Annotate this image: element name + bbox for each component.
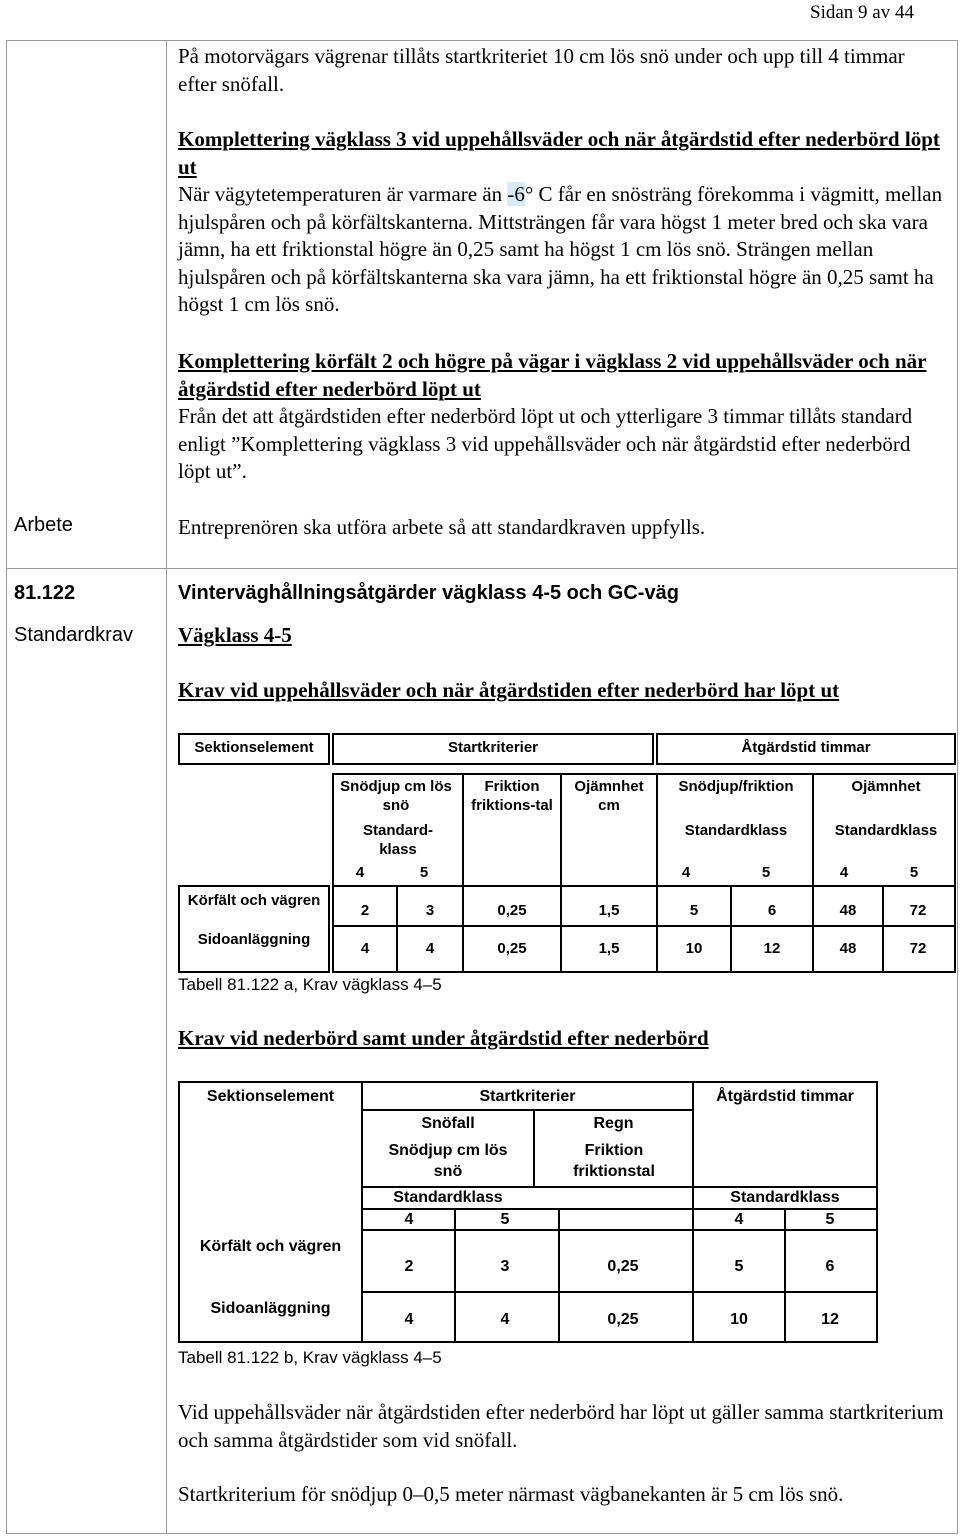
table-a-header-atgard: Åtgärdstid timmar xyxy=(741,739,871,756)
table-a-class: 4 xyxy=(839,864,849,881)
table-a-class: 4 xyxy=(681,864,691,881)
table-a-cell: 10 xyxy=(685,940,703,957)
table-b-cell: 0,25 xyxy=(607,1258,639,1275)
table-b-cell: 4 xyxy=(500,1311,510,1328)
table-b-snofall: Snöfall xyxy=(421,1115,475,1132)
table-a-cell: 72 xyxy=(909,902,927,919)
vagklass-subtitle: Vägklass 4-5 xyxy=(178,623,292,647)
table-a-row-label-1: Körfält och vägren xyxy=(187,892,321,909)
supplement-vk2 xyxy=(178,348,948,486)
table-a-cell: 4 xyxy=(425,940,435,957)
footer-paragraph-2: Startkriterium för snödjup 0–0,5 meter närmast vägbanekanten är 5 cm lös snö. xyxy=(178,1482,844,1506)
table-b-header-atgard: Åtgärdstid timmar xyxy=(716,1088,854,1105)
table-a-cell: 0,25 xyxy=(497,902,527,919)
table-b-standardklass-1: Standardklass xyxy=(393,1189,503,1206)
table-b-class: 5 xyxy=(825,1211,835,1228)
table-a-cell: 48 xyxy=(839,940,857,957)
table-a-cell: 6 xyxy=(767,902,777,919)
table-a xyxy=(178,733,956,973)
temperature-value: -6 xyxy=(507,182,525,206)
table-a-cell: 5 xyxy=(689,902,699,919)
supplement-vk3 xyxy=(178,126,948,319)
table-b-cell: 0,25 xyxy=(607,1311,639,1328)
table-b-cell: 4 xyxy=(404,1311,414,1328)
table-b-heading: Krav vid nederbörd samt under åtgärdstid efter nederbörd xyxy=(178,1026,709,1050)
table-a-standardklass-2: Standardklass xyxy=(834,822,938,839)
table-a-class: 5 xyxy=(761,864,771,881)
table-a-standardklass-start: Standard-klass xyxy=(362,822,433,858)
table-a-class: 5 xyxy=(419,864,429,881)
table-a-caption: Tabell 81.122 a, Krav vägklass 4–5 xyxy=(178,975,442,994)
table-a-standardklass-1: Standardklass xyxy=(684,822,788,839)
supplement-vk3-heading: Komplettering vägklass 3 vid uppehållsväder och när åtgärdstid efter nederbörd löpt ut xyxy=(178,127,940,179)
table-a-cell: 48 xyxy=(839,902,857,919)
table-a-ojamnhet-cm: Ojämnhet cm xyxy=(574,778,644,814)
table-b-class: 4 xyxy=(404,1211,414,1228)
table-a-friktion: Friktion friktions-tal xyxy=(471,778,553,814)
table-b-cell: 3 xyxy=(500,1258,510,1275)
column-divider xyxy=(166,40,167,1534)
table-b-cell: 5 xyxy=(734,1258,744,1275)
table-b-snodjup: Snödjup cm lös snö xyxy=(388,1142,508,1180)
motorway-paragraph: På motorvägars vägrenar tillåts startkriteriet 10 cm lös snö under och upp till 4 timmar efter snöfall. xyxy=(178,44,905,96)
table-b-header-sektion: Sektionselement xyxy=(206,1088,335,1105)
footer-paragraph-1: Vid uppehållsväder när åtgärdstiden efter nederbörd har löpt ut gäller samma startkriterium och samma åtgärdstider som vid snöfall. xyxy=(178,1400,944,1452)
table-b-cell: 12 xyxy=(821,1311,839,1328)
table-a-cell: 1,5 xyxy=(598,902,620,919)
table-a-cell: 2 xyxy=(360,902,370,919)
arbete-label: Arbete xyxy=(14,514,73,536)
section-title: Vinterväghållningsåtgärder vägklass 4-5 och GC-väg xyxy=(178,582,679,604)
table-a-cell: 72 xyxy=(909,940,927,957)
table-a-cell: 12 xyxy=(763,940,781,957)
table-a-data-box xyxy=(332,885,956,973)
table-a-cell: 0,25 xyxy=(497,940,527,957)
standardkrav-label: Standardkrav xyxy=(14,624,133,646)
table-b-friktion: Friktion friktionstal xyxy=(573,1142,655,1180)
table-b-standardklass-2: Standardklass xyxy=(730,1189,840,1206)
table-a-snodjup: Snödjup cm lös snö xyxy=(340,778,452,814)
table-a-cell: 4 xyxy=(360,940,370,957)
table-b-caption: Tabell 81.122 b, Krav vägklass 4–5 xyxy=(178,1348,442,1367)
table-a-snodjup-friktion: Snödjup/friktion xyxy=(678,778,794,795)
table-a-class: 5 xyxy=(909,864,919,881)
section-number: 81.122 xyxy=(14,582,76,604)
table-b-cell: 2 xyxy=(404,1258,414,1275)
supplement-vk2-heading: Komplettering körfält 2 och högre på vägar i vägklass 2 vid uppehållsväder och när åtgärdstid efter nederbörd löpt ut xyxy=(178,349,927,401)
section-divider xyxy=(6,568,958,569)
table-a-class: 4 xyxy=(355,864,365,881)
table-a-row-label-2: Sidoanläggning xyxy=(197,931,311,948)
table-a-cell: 1,5 xyxy=(598,940,620,957)
table-a-cell: 3 xyxy=(425,902,435,919)
table-a-header-sektion: Sektionselement xyxy=(194,739,314,756)
table-a-header-start: Startkriterier xyxy=(447,739,539,756)
table-b-class: 5 xyxy=(500,1211,510,1228)
arbete-text: Entreprenören ska utföra arbete så att standardkraven uppfylls. xyxy=(178,515,706,539)
page-number: Sidan 9 av 44 xyxy=(810,2,914,23)
table-b xyxy=(178,1081,878,1343)
table-b-cell: 6 xyxy=(825,1258,835,1275)
table-a-ojamnhet: Ojämnhet xyxy=(851,778,921,795)
table-b-row-label-2: Sidoanläggning xyxy=(210,1300,331,1317)
supplement-vk2-text: Från det att åtgärdstiden efter nederbörd löpt ut och ytterligare 3 timmar tillåts standard enligt ”Komplettering vägklass 3 vid uppehållsväder och när åtgärdstid efter nederbörd löpt ut”. xyxy=(178,404,913,483)
table-a-heading: Krav vid uppehållsväder och när åtgärdstiden efter nederbörd har löpt ut xyxy=(178,678,840,702)
table-b-header-start: Startkriterier xyxy=(479,1088,576,1105)
table-b-regn: Regn xyxy=(593,1115,634,1132)
supplement-vk3-text: När vägytetemperaturen är varmare än -6° C får en snösträng förekomma i vägmitt, mellan hjulspåren och på körfältskanterna. Mittsträngen får vara högst 1 meter bred och ska vara jämn, ha ett friktionstal högre än 0,25 samt ha högst 1 cm lös snö. Strängen mellan hjulspåren och på körfältskanterna ska vara jämn, ha ett friktionstal högre än 0,25 samt ha högst 1 cm lös snö. xyxy=(178,182,943,316)
table-b-cell: 10 xyxy=(730,1311,748,1328)
table-b-class: 4 xyxy=(734,1211,744,1228)
table-b-row-label-1: Körfält och vägren xyxy=(199,1238,342,1255)
